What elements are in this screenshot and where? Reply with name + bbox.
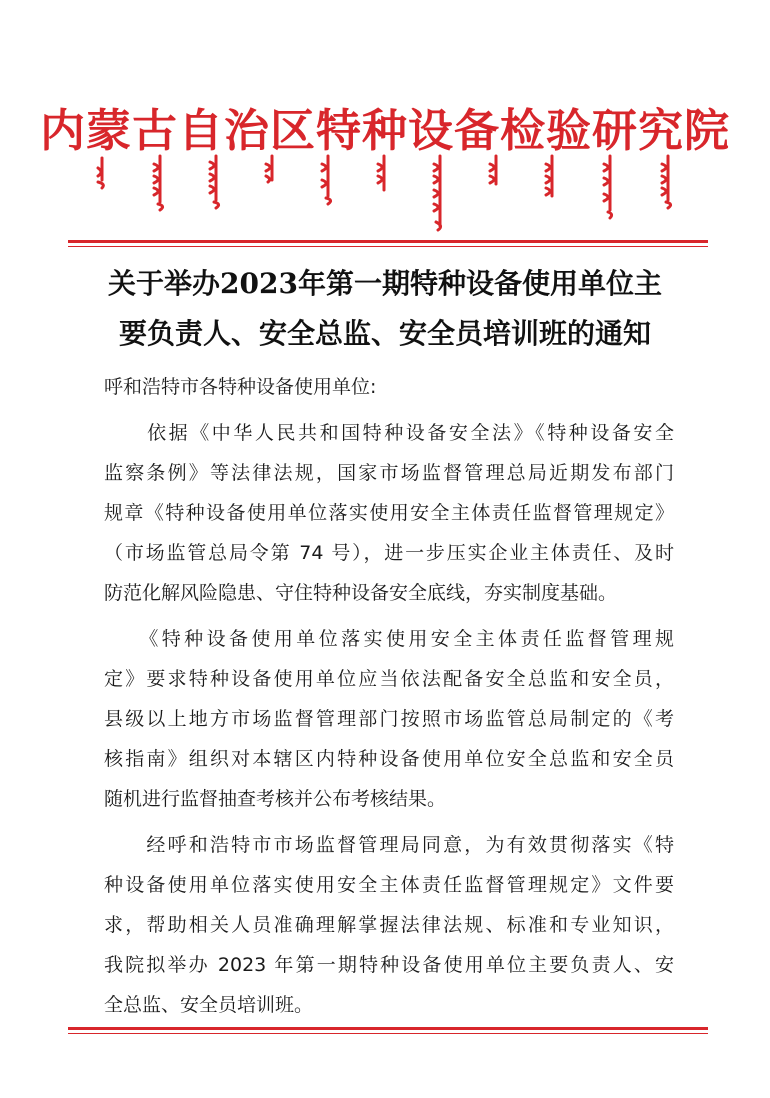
paragraph-3-line-2: 种设备使用单位落实使用安全主体责任监督管理规定》文件要 [104, 874, 674, 896]
paragraph-2-line-2: 定》要求特种设备使用单位应当依法配备安全总监和安全员， [104, 668, 674, 690]
paragraph-3-line-1: 经呼和浩特市市场监督管理局同意，为有效贯彻落实《特 [104, 834, 674, 856]
footer-rule-thin [68, 1033, 708, 1034]
salutation: 呼和浩特市各特种设备使用单位: [104, 376, 377, 398]
document-body [104, 0, 674, 1098]
paragraph-2-line-3: 县级以上地方市场监督管理部门按照市场监管总局制定的《考 [104, 708, 674, 730]
letterhead-org-name: 内蒙古自治区特种设备检验研究院 [39, 104, 730, 157]
paragraph-2-line-4: 核指南》组织对本辖区内特种设备使用单位安全总监和安全员 [104, 748, 674, 770]
paragraph-1-line-2: 监察条例》等法律法规，国家市场监督管理总局近期发布部门 [104, 462, 674, 484]
document-title-line1: 关于举办2023年第一期特种设备使用单位主 [108, 267, 662, 300]
paragraph-1-line-1: 依据《中华人民共和国特种设备安全法》《特种设备安全 [104, 422, 674, 444]
paragraph-2-line-1: 《特种设备使用单位落实使用安全主体责任监督管理规 [104, 628, 674, 650]
paragraph-3-line-4: 我院拟举办 2023 年第一期特种设备使用单位主要负责人、安 [104, 954, 674, 976]
paragraph-3-line-5: 全总监、安全员培训班。 [104, 994, 314, 1016]
paragraph-3-line-3: 求，帮助相关人员准确理解掌握法律法规、标准和专业知识， [104, 914, 674, 936]
document-title-line2: 要负责人、安全总监、安全员培训班的通知 [118, 317, 651, 350]
paragraph-2-line-5: 随机进行监督抽查考核并公布考核结果。 [104, 788, 447, 810]
footer-rule-thick [68, 1027, 708, 1030]
paragraph-1-line-5: 防范化解风险隐患、守住特种设备安全底线，夯实制度基础。 [104, 582, 618, 604]
paragraph-1-line-3: 规章《特种设备使用单位落实使用安全主体责任监督管理规定》 [104, 502, 674, 524]
paragraph-1-line-4: （市场监管总局令第 74 号），进一步压实企业主体责任、及时 [104, 542, 674, 564]
